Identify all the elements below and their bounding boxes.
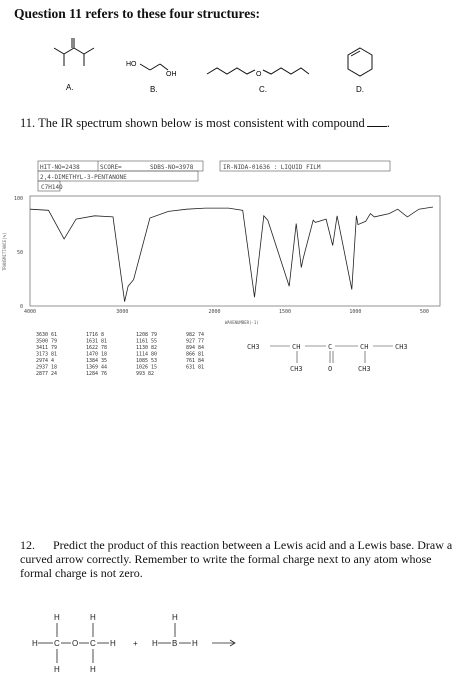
atom-b: B (172, 639, 178, 648)
structure-a (44, 34, 114, 92)
q11-heading: Question 11 refers to these four structures: (14, 6, 260, 21)
atom-c-left: C (54, 639, 60, 648)
ir-peak-cell: 1026 15 (136, 364, 158, 371)
ir-peak-cell: 1369 44 (86, 364, 108, 371)
ir-spectrum-line (30, 207, 433, 302)
q11-question-text: The IR spectrum shown below is most consistent with compound (38, 116, 365, 130)
ir-header-score: SCORE= (100, 164, 122, 171)
ir-peak-cell: 3500 79 (36, 338, 58, 345)
ir-peak-cell: 761 84 (186, 358, 205, 364)
ir-structure-ch3-left: CH3 (247, 343, 260, 351)
atom-h-left: H (32, 639, 38, 648)
q11-question: 11. The IR spectrum shown below is most consistent with compound . (20, 116, 390, 130)
q12-number: 12. (20, 538, 35, 552)
ir-peak-cell: 1631 81 (86, 338, 108, 345)
ir-peak-cell: 1114 80 (136, 351, 158, 358)
ir-header-hit: HIT-NO=2438 (40, 164, 80, 171)
ir-structure-ch3-sub-right: CH3 (358, 365, 371, 373)
ir-peak-cell: 3411 79 (36, 345, 58, 351)
ir-peak-cell: 1161 55 (136, 338, 158, 345)
ir-header-nida: IR-NIDA-01636 : LIQUID FILM (223, 164, 321, 171)
structure-c-o: O (256, 71, 262, 78)
ir-peak-cell: 927 77 (186, 338, 205, 345)
ir-structure-ch3-sub-left: CH3 (290, 365, 303, 373)
ir-structure-ch-right: CH (360, 343, 369, 351)
structure-d (340, 44, 380, 96)
ir-x-tick: 4000 (24, 309, 37, 315)
structure-d-label: D. (356, 85, 364, 94)
structure-c (205, 60, 315, 96)
atom-h-bottom-2: H (90, 665, 96, 674)
structure-a-label: A. (66, 83, 74, 92)
atom-h-bottom-1: H (54, 665, 60, 674)
answer-blank (367, 126, 387, 127)
structure-b-oh: OH (166, 71, 177, 78)
atom-c-right: C (90, 639, 96, 648)
ir-structure-ch-left: CH (292, 343, 301, 351)
atom-o: O (72, 639, 79, 648)
ir-peak-cell: 2937 18 (36, 364, 58, 371)
atom-h-b-left: H (152, 639, 158, 648)
structure-b-ho: HO (126, 61, 137, 68)
ir-x-tick: 500 (419, 309, 429, 315)
ir-peak-cell: 1384 35 (86, 358, 108, 364)
structure-c-label: C. (259, 85, 267, 94)
ir-peak-cell: 1470 18 (86, 351, 108, 358)
ir-structure-c: C (328, 343, 333, 351)
atom-h-right: H (110, 639, 116, 648)
plus-sign: + (133, 639, 138, 648)
ir-x-tick: 3000 (116, 309, 129, 315)
structure-b (120, 56, 180, 96)
ir-x-tick: 2000 (208, 309, 221, 315)
atom-h-top-1: H (54, 613, 60, 622)
ir-peak-cell: 982 74 (186, 332, 205, 338)
atom-h-b-top: H (172, 613, 178, 622)
ir-peak-cell: 894 84 (186, 345, 205, 351)
ir-peak-cell: 993 82 (136, 371, 155, 377)
ir-structure-o: O (328, 365, 333, 373)
ir-peak-table (36, 332, 204, 377)
ir-peak-cell: 1622 78 (86, 345, 108, 351)
ir-peak-cell: 3630 61 (36, 332, 58, 338)
ir-spectrum (0, 141, 476, 389)
ir-structure (247, 343, 408, 373)
ir-header-sdbs: SDBS-NO=3978 (150, 164, 194, 171)
ir-peak-cell: 1208 79 (136, 332, 158, 338)
ir-y-axis-title: TRANSMITTANCE(%) (2, 232, 7, 271)
atom-h-top-2: H (90, 613, 96, 622)
ir-y-tick-0: 0 (20, 304, 24, 310)
ir-peak-cell: 2974 4 (36, 358, 55, 364)
q12-text: Predict the product of this reaction between a Lewis acid and a Lewis base. Draw a curved arrow correctly. Remember to write the formal charge next to any atom whose formal charge is not zero. (20, 538, 453, 580)
ir-peak-cell: 631 81 (186, 364, 205, 371)
ir-x-tick: 1000 (349, 309, 362, 315)
ir-y-tick-100: 100 (14, 196, 24, 202)
ir-compound-name: 2,4-DIMETHYL-3-PENTANONE (40, 174, 127, 181)
q12-question (20, 538, 465, 580)
ir-peak-cell: 1130 82 (136, 345, 158, 351)
ir-peak-cell: 1284 76 (86, 371, 108, 377)
ir-peak-cell: 3173 81 (36, 351, 58, 358)
atom-h-b-right: H (192, 639, 198, 648)
ir-peak-cell: 1085 53 (136, 358, 158, 364)
ir-structure-ch3-right: CH3 (395, 343, 408, 351)
ir-spectrum-panel (0, 141, 476, 389)
structure-b-label: B. (150, 85, 158, 94)
q11-number: 11. (20, 116, 36, 130)
ir-x-axis-title: WAVENUMBER(-1) (225, 320, 259, 325)
ir-peak-cell: 2877 24 (36, 371, 58, 377)
ir-peak-cell: 866 81 (186, 351, 205, 358)
ir-formula: C7H14O (41, 184, 63, 191)
ir-y-tick-50: 50 (17, 250, 24, 256)
reaction-scheme (30, 612, 290, 682)
ir-peak-cell: 1716 8 (86, 332, 105, 338)
ir-x-tick: 1500 (279, 309, 292, 315)
